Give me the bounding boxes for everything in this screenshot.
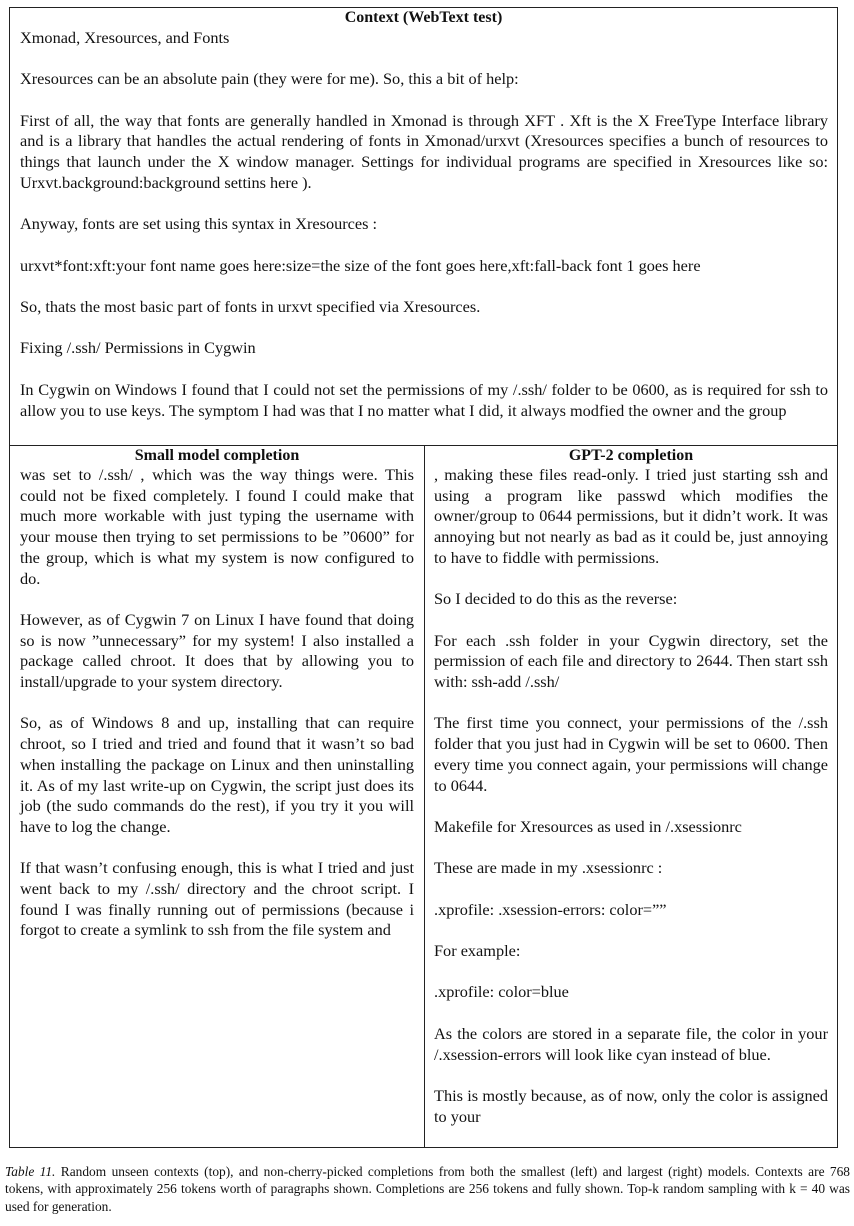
gpt2-paragraph: So I decided to do this as the reverse: — [434, 589, 678, 609]
gpt2-paragraph: For example: — [434, 941, 521, 961]
context-paragraph: So, thats the most basic part of fonts in urxvt specified via Xresources. — [20, 297, 481, 317]
gpt2-paragraph: For each .ssh folder in your Cygwin directory, set the permission of each file and directory to 2644. Then start ssh with: ssh-add /.ssh/ — [434, 630, 828, 691]
gpt2-paragraph: The first time you connect, your permissions of the /.ssh folder that you just had in Cygwin will be set to 0600. Then every time you connect again, your permissions will change to 0644. — [434, 713, 828, 795]
gpt2-paragraph: These are made in my .xsessionrc : — [434, 858, 663, 878]
context-paragraph: Anyway, fonts are set using this syntax in Xresources : — [20, 214, 378, 234]
context-paragraph: Fixing /.ssh/ Permissions in Cygwin — [20, 338, 256, 358]
completion-columns — [10, 446, 837, 1147]
gpt2-paragraph: .xprofile: .xsession-errors: color=”” — [434, 899, 667, 919]
gpt2-header: GPT-2 completion — [568, 447, 694, 464]
context-paragraph: Xresources can be an absolute pain (they were for me). So, this a bit of help: — [20, 69, 519, 89]
gpt2-text — [434, 465, 828, 1127]
gpt2-column — [425, 446, 837, 1147]
context-paragraph: In Cygwin on Windows I found that I could not set the permissions of my /.ssh/ folder to be 0600, as is required for ssh to allow you to use keys. The symptom I had was that I no matter what I did, it always modfied the owner and the group — [20, 379, 828, 420]
caption-text: Random unseen contexts (top), and non-cherry-picked completions from both the smallest (left) and largest (right) models. Contexts are 768 tokens, with approximately 256 tokens worth of paragraphs shown. Completions are 256 tokens and fully shown. Top-k random sampling with k = 40 was used for generation. — [5, 1164, 850, 1214]
table-caption — [5, 1163, 850, 1215]
small-model-paragraph: However, as of Cygwin 7 on Linux I have found that doing so is now ”unnecessary” for my system! I also installed a package called chroot. It does that by allowing you to install/upgrade to your system directory. — [20, 609, 414, 692]
small-model-column — [10, 446, 425, 1147]
context-paragraph: Xmonad, Xresources, and Fonts — [20, 28, 230, 47]
results-table — [9, 7, 838, 1148]
small-model-paragraph: If that wasn’t confusing enough, this is what I tried and just went back to my /.ssh/ directory and the chroot script. I found I was finally running out of permissions (because i forgot to create a symlink to ssh from the file system and — [20, 858, 414, 940]
caption-label: Table 11. — [5, 1164, 56, 1179]
context-text — [10, 28, 837, 445]
context-paragraph: urxvt*font:xft:your font name goes here:size=the size of the font goes here,xft:fall-back font 1 goes here — [20, 255, 701, 275]
gpt2-paragraph: , making these files read-only. I tried just starting ssh and using a program like passwd which modifies the owner/group to 0644 permissions, but it didn’t work. It was annoying but not nearly as bad as it could be, just annoying to have to fiddle with permissions. — [434, 465, 828, 567]
context-paragraph: First of all, the way that fonts are generally handled in Xmonad is through XFT . Xft is the X FreeType Interface library and is a library that handles the actual rendering of fonts in Xmonad/urxvt (Xresources specifies a bunch of resources to things that launch under the X window manager. Settings for individual programs are specified in Xresources like so: Urxvt.background:background settins here ). — [20, 110, 828, 192]
gpt2-paragraph: This is mostly because, as of now, only the color is assigned to your — [434, 1085, 828, 1126]
small-model-text — [20, 465, 414, 941]
small-model-paragraph: was set to /.ssh/ , which was the way things were. This could not be fixed completely. I found I could make that much more workable with just typing the username with your mouse then trying to set permissions to be ”0600” for the group, which is what my system is now configured to do. — [20, 465, 414, 588]
gpt2-paragraph: As the colors are stored in a separate file, the color in your /.xsession-errors will look like cyan instead of blue. — [434, 1023, 828, 1064]
small-model-header: Small model completion — [134, 447, 300, 464]
gpt2-paragraph: Makefile for Xresources as used in /.xsessionrc — [434, 816, 742, 836]
small-model-paragraph: So, as of Windows 8 and up, installing that can require chroot, so I tried and tried and found that it wasn’t so bad when installing the package on Linux and then uninstalling it. As of my last write-up on Cygwin, the script just does its job (the sudo commands do the rest), if you try it you will have to log the change. — [20, 713, 414, 836]
context-header: Context (WebText test) — [344, 9, 503, 26]
gpt2-paragraph: .xprofile: color=blue — [434, 982, 569, 1002]
